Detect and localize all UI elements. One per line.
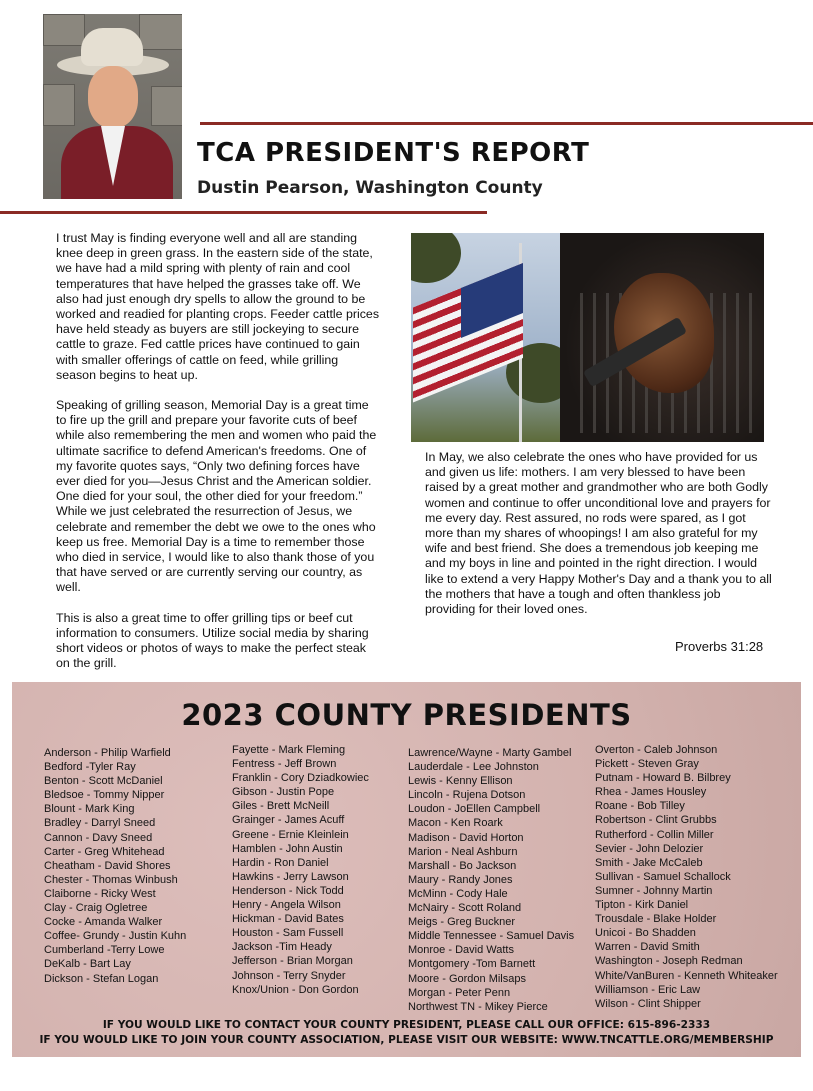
county-president-entry: Marion - Neal Ashburn bbox=[408, 845, 518, 858]
county-president-entry: Giles - Brett McNeill bbox=[232, 800, 330, 813]
county-president-entry: Rutherford - Collin Miller bbox=[595, 828, 714, 841]
county-president-entry: McNairy - Scott Roland bbox=[408, 902, 522, 915]
county-president-entry: Morgan - Peter Penn bbox=[408, 986, 511, 999]
county-president-entry: Monroe - David Watts bbox=[408, 944, 514, 957]
county-president-entry: Meigs - Greg Buckner bbox=[408, 916, 515, 929]
county-president-entry: Houston - Sam Fussell bbox=[232, 927, 344, 940]
county-president-entry: Wilson - Clint Shipper bbox=[595, 997, 701, 1010]
county-president-entry: Northwest TN - Mikey Pierce bbox=[408, 1000, 548, 1013]
president-portrait bbox=[43, 14, 182, 199]
county-presidents-panel bbox=[12, 682, 801, 1057]
county-president-entry: Knox/Union - Don Gordon bbox=[232, 983, 359, 996]
county-president-entry: Sullivan - Samuel Schallock bbox=[595, 870, 731, 883]
contact-phone-note: IF YOU WOULD LIKE TO CONTACT YOUR COUNTY PRESIDENT, PLEASE CALL OUR OFFICE: 615-896-2333 bbox=[102, 1019, 711, 1031]
membership-website-note: IF YOU WOULD LIKE TO JOIN YOUR COUNTY ASSOCIATION, PLEASE VISIT OUR WEBSITE: WWW.TNCATTLE.ORG/MEMBERSHIP bbox=[39, 1034, 774, 1046]
article-paragraph: In May, we also celebrate the ones who have provided for us and given us life: mothers. I am very blessed to have been raised by a great mother and grandmother who are both Godly women and continue to offer unconditional love and prayers for me every day. Rest assured, no rods were spared, as I got more than my shares of whoopings! I am also grateful for my wife and best friend. She does a tremendous job keeping me and my boys in line and pointed in the right direction. I would like to extend a very Happy Mother's Day and a thank you to all the mothers that have a tough and often thankless job providing for their loved ones. bbox=[425, 450, 772, 617]
county-president-entry: Dickson - Stefan Logan bbox=[44, 972, 159, 985]
article-paragraph: This is also a great time to offer grilling tips or beef cut information to consumers. Utilize social media by sharing short videos or photos of ways to make the perfect steak on the grill. bbox=[56, 610, 369, 671]
county-president-entry: Robertson - Clint Grubbs bbox=[595, 814, 717, 827]
county-president-entry: Montgomery -Tom Barnett bbox=[408, 958, 536, 971]
county-president-entry: Middle Tennessee - Samuel Davis bbox=[408, 930, 575, 943]
county-president-entry: Marshall - Bo Jackson bbox=[408, 859, 517, 872]
county-president-entry: Lawrence/Wayne - Marty Gambel bbox=[408, 747, 572, 759]
county-president-entry: Claiborne - Ricky West bbox=[44, 887, 156, 900]
county-president-entry: DeKalb - Bart Lay bbox=[44, 958, 131, 971]
county-president-entry: Moore - Gordon Milsaps bbox=[408, 972, 526, 985]
presidents-column-1 bbox=[44, 746, 186, 986]
county-president-entry: Roane - Bob Tilley bbox=[595, 800, 685, 813]
county-president-entry: Lewis - Kenny Ellison bbox=[408, 775, 513, 788]
american-flag-photo bbox=[411, 233, 560, 442]
county-president-entry: Fayette - Mark Fleming bbox=[232, 744, 346, 756]
county-president-entry: Washington - Joseph Redman bbox=[595, 955, 743, 968]
bible-verse: Proverbs 31:28 bbox=[675, 639, 764, 654]
county-president-entry: Cumberland -Terry Lowe bbox=[44, 944, 165, 957]
county-president-entry: Jackson -Tim Heady bbox=[232, 941, 332, 954]
county-president-entry: Pickett - Steven Gray bbox=[595, 758, 699, 771]
county-president-entry: Hamblen - John Austin bbox=[232, 842, 343, 855]
county-president-entry: Madison - David Horton bbox=[408, 831, 524, 844]
county-president-entry: Anderson - Philip Warfield bbox=[44, 747, 171, 759]
county-president-entry: Lincoln - Rujena Dotson bbox=[408, 789, 526, 802]
county-president-entry: Lauderdale - Lee Johnston bbox=[408, 761, 539, 774]
county-president-entry: Rhea - James Housley bbox=[595, 786, 707, 799]
county-president-entry: Bledsoe - Tommy Nipper bbox=[44, 789, 165, 802]
county-president-entry: Hardin - Ron Daniel bbox=[232, 856, 329, 869]
presidents-column-4 bbox=[595, 743, 778, 1011]
header-rule-bottom bbox=[0, 211, 487, 214]
county-president-entry: Unicoi - Bo Shadden bbox=[595, 927, 696, 940]
county-president-entry: Carter - Greg Whitehead bbox=[44, 845, 165, 858]
county-president-entry: Fentress - Jeff Brown bbox=[232, 758, 337, 771]
county-president-entry: Franklin - Cory Dziadkowiec bbox=[232, 772, 369, 785]
county-president-entry: Bedford -Tyler Ray bbox=[44, 761, 136, 774]
county-president-entry: Trousdale - Blake Holder bbox=[595, 913, 717, 926]
county-president-entry: Chester - Thomas Winbush bbox=[44, 873, 178, 886]
county-president-entry: Warren - David Smith bbox=[595, 941, 700, 954]
county-president-entry: Cheatham - David Shores bbox=[44, 859, 171, 872]
county-president-entry: Sevier - John Delozier bbox=[595, 842, 704, 855]
page-title: TCA PRESIDENT'S REPORT bbox=[197, 138, 590, 168]
county-president-entry: White/VanBuren - Kenneth Whiteaker bbox=[595, 969, 778, 982]
county-president-entry: Sumner - Johnny Martin bbox=[595, 884, 713, 897]
article-left-column bbox=[56, 231, 381, 686]
presidents-column-2 bbox=[232, 743, 369, 997]
header-rule-top bbox=[200, 122, 813, 125]
flag-and-grill-photo bbox=[411, 233, 764, 442]
county-president-entry: Bradley - Darryl Sneed bbox=[44, 817, 156, 830]
county-president-entry: Grainger - James Acuff bbox=[232, 814, 345, 827]
author-byline: Dustin Pearson, Washington County bbox=[197, 178, 543, 198]
county-president-entry: Smith - Jake McCaleb bbox=[595, 856, 703, 869]
county-president-entry: Blount - Mark King bbox=[44, 803, 135, 816]
county-president-entry: Loudon - JoEllen Campbell bbox=[408, 803, 541, 816]
county-president-entry: Cannon - Davy Sneed bbox=[44, 831, 153, 844]
county-president-entry: Henry - Angela Wilson bbox=[232, 899, 341, 912]
county-president-entry: Clay - Craig Ogletree bbox=[44, 902, 148, 915]
county-president-entry: Greene - Ernie Kleinlein bbox=[232, 828, 349, 841]
county-president-entry: Gibson - Justin Pope bbox=[232, 786, 335, 799]
county-president-entry: Cocke - Amanda Walker bbox=[44, 916, 163, 929]
presidents-column-3 bbox=[408, 746, 574, 1014]
steak-grill-photo bbox=[560, 233, 764, 442]
county-president-entry: Hawkins - Jerry Lawson bbox=[232, 870, 349, 883]
county-president-entry: Coffee- Grundy - Justin Kuhn bbox=[44, 930, 187, 943]
county-president-entry: Johnson - Terry Snyder bbox=[232, 969, 346, 982]
county-president-entry: Macon - Ken Roark bbox=[408, 817, 503, 830]
county-president-entry: Putnam - Howard B. Bilbrey bbox=[595, 772, 731, 785]
article-paragraph: Speaking of grilling season, Memorial Day is a great time to fire up the grill and prepare your favorite cuts of beef while also remembering the men and women who paid the ultimate sacrifice to defend American's freedoms. One of my favorite quotes says, “Only two defining forces have ever died for you—Jesus Christ and the American soldier. One died for your soul, the other died for your freedom.” While we just celebrated the resurrection of Jesus, we celebrate and remember the debt we owe to the ones who keep us free. Memorial Day is a time to remember those who died in service, I would like to also thank those of you that have served or are currently serving our country, as well. bbox=[56, 398, 377, 595]
county-president-entry: Williamson - Eric Law bbox=[595, 983, 701, 996]
county-president-entry: Jefferson - Brian Morgan bbox=[232, 955, 353, 968]
county-presidents-title: 2023 COUNTY PRESIDENTS bbox=[181, 698, 632, 732]
county-president-entry: Hickman - David Bates bbox=[232, 913, 344, 926]
county-president-entry: Maury - Randy Jones bbox=[408, 873, 513, 886]
article-right-column bbox=[425, 450, 773, 632]
county-president-entry: Tipton - Kirk Daniel bbox=[595, 899, 689, 912]
article-paragraph: I trust May is finding everyone well and all are standing knee deep in green grass. In the eastern side of the state, we have had a mild spring with plenty of rain and cool temperatures that have helped the grasses take off. We also had just enough dry spells to allow the ground to be worked and readied for planting crops. Feeder cattle prices have held steady as buyers are still jockeying to secure cattle to graze. Fed cattle prices have continued to gain with smaller offerings of cattle on feed, while grilling season begins to heat up. bbox=[56, 231, 380, 382]
county-president-entry: Overton - Caleb Johnson bbox=[595, 744, 718, 756]
county-president-entry: Henderson - Nick Todd bbox=[232, 884, 344, 897]
county-president-entry: Benton - Scott McDaniel bbox=[44, 775, 163, 788]
county-president-entry: McMinn - Cody Hale bbox=[408, 887, 508, 900]
